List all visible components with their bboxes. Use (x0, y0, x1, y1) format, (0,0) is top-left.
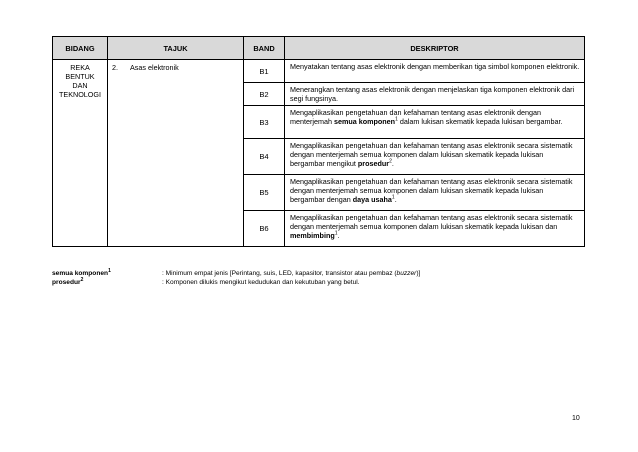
descriptor-text: Mengaplikasikan pengetahuan dan kefahaman tentang asas elektronik dengan menterjemah (290, 108, 541, 126)
band-descriptor-table (52, 36, 585, 247)
band-cell: B5 (244, 175, 285, 211)
band-cell: B2 (244, 83, 285, 106)
footnote-marker: 1 (108, 267, 111, 274)
descriptor-keyword: membimbing (290, 231, 335, 240)
header-band: BAND (244, 37, 285, 60)
tajuk-number: 2. (112, 63, 118, 72)
descriptor-keyword: daya usaha (352, 195, 392, 204)
footnote-definition: : Komponen dilukis mengikut kedudukan dan kekutuban yang betul. (162, 279, 360, 286)
table-row (53, 60, 585, 83)
footnote-marker: 2 (80, 276, 84, 283)
footnote-row (52, 278, 584, 287)
descriptor-cell (285, 175, 585, 211)
footnote-definition: : Minimum empat jenis [Perintang, suis, LED, kapasitor, transistor atau pembaz ( (162, 270, 397, 277)
footnotes (52, 269, 584, 287)
descriptor-cell (285, 106, 585, 139)
bidang-line: BENTUK (65, 72, 95, 81)
descriptor-cell (285, 211, 585, 247)
footnote-marker: 2 (389, 158, 392, 165)
descriptor-text: Mengaplikasikan pengetahuan dan kefahaman tentang asas elektronik secara sistematik dengan menterjemah semua komponen dalam lukisan skematik kepada lukisan bergambar dengan (290, 177, 573, 204)
table-header-row (53, 37, 585, 60)
footnote-marker: 1 (395, 116, 398, 123)
bidang-line: REKA (70, 63, 90, 72)
band-cell: B4 (244, 139, 285, 175)
descriptor-text: . (391, 159, 394, 168)
footnote-term: prosedur (52, 279, 81, 286)
tajuk-cell (108, 60, 244, 247)
band-cell: B1 (244, 60, 285, 83)
header-deskriptor: DESKRIPTOR (285, 37, 585, 60)
bidang-line: TEKNOLOGI (59, 90, 101, 99)
descriptor-keyword: semua komponen (333, 117, 396, 126)
descriptor-cell: Menerangkan tentang asas elektronik dengan menjelaskan tiga komponen elektronik dari segi fungsinya. (285, 83, 585, 106)
descriptor-text: . (337, 231, 340, 240)
descriptor-cell (285, 139, 585, 175)
header-tajuk: TAJUK (108, 37, 244, 60)
descriptor-text: dalam lukisan skematik kepada lukisan bergambar. (399, 117, 563, 126)
descriptor-text: . (394, 195, 397, 204)
footnote-definition: )] (416, 270, 421, 277)
footnote-term: semua komponen (52, 270, 109, 277)
descriptor-keyword: prosedur (357, 159, 390, 168)
descriptor-cell: Menyatakan tentang asas elektronik dengan memberikan tiga simbol komponen elektronik. (285, 60, 585, 83)
descriptor-text: Mengaplikasikan pengetahuan dan kefahaman tentang asas elektronik secara sistematik dengan menterjemah semua komponen dalam lukisan skematik kepada lukisan bergambar mengikut (290, 141, 573, 168)
band-cell: B6 (244, 211, 285, 247)
descriptor-text: Mengaplikasikan pengetahuan dan kefahaman tentang asas elektronik secara sistematik dengan menterjemah semua komponen dalam lukisan skematik kepada lukisan dan (290, 213, 573, 231)
footnote-italic: buzzer (396, 270, 417, 277)
page-number: 10 (572, 415, 580, 422)
bidang-line: DAN (72, 81, 88, 90)
footnote-row (52, 269, 584, 278)
footnote-marker: 1 (334, 230, 338, 237)
tajuk-text: Asas elektronik (130, 63, 179, 72)
footnote-marker: 1 (391, 194, 395, 201)
header-bidang: BIDANG (53, 37, 108, 60)
bidang-cell (53, 60, 108, 247)
band-cell: B3 (244, 106, 285, 139)
